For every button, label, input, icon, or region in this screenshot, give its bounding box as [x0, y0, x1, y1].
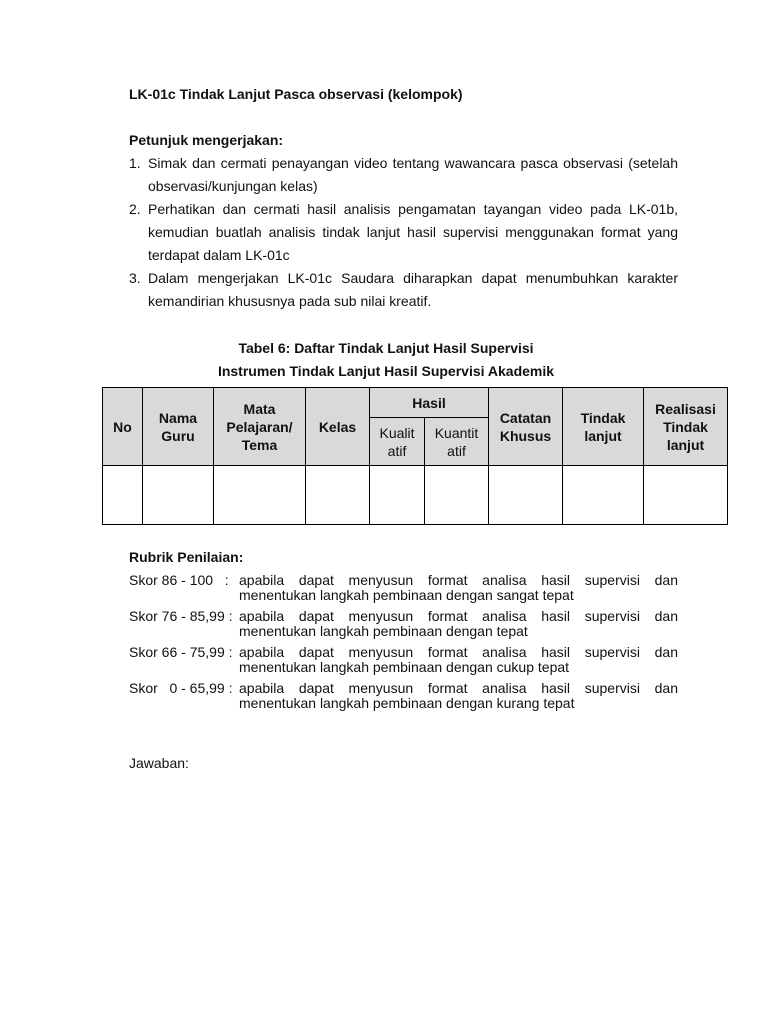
table-cell[interactable] [214, 466, 306, 525]
rubrik-row [129, 681, 678, 711]
rubrik-score-label: Skor 66 - 75,99 : [129, 644, 233, 660]
petunjuk-heading: Petunjuk mengerjakan: [129, 132, 284, 148]
instruction-line: Dalam mengerjakan LK-01c Saudara diharapkan dapat menumbuhkan karakter [148, 270, 678, 286]
rubrik-description: menentukan langkah pembinaan dengan cukup tepat [239, 659, 570, 675]
header-hasil: Hasil [370, 388, 489, 418]
table-cell[interactable] [370, 466, 425, 525]
header-mata-pelajaran: Mata Pelajaran/ Tema [214, 388, 306, 466]
follow-up-table [102, 387, 728, 525]
rubrik-heading: Rubrik Penilaian: [129, 549, 244, 565]
table-cell[interactable] [563, 466, 644, 525]
table-caption-1: Tabel 6: Daftar Tindak Lanjut Hasil Supervisi [238, 340, 534, 356]
table-caption-2: Instrumen Tindak Lanjut Hasil Supervisi Akademik [217, 363, 555, 379]
instruction-number: 2. [129, 201, 141, 217]
rubrik-description: apabila dapat menyusun format analisa hasil supervisi dan [239, 644, 678, 660]
rubrik-description: apabila dapat menyusun format analisa hasil supervisi dan [239, 608, 678, 624]
header-nama-guru: Nama Guru [143, 388, 214, 466]
table-cell[interactable] [103, 466, 143, 525]
header-catatan-khusus: Catatan Khusus [489, 388, 563, 466]
table-cell[interactable] [489, 466, 563, 525]
table-cell[interactable] [143, 466, 214, 525]
instruction-list [129, 152, 678, 313]
rubrik-description: menentukan langkah pembinaan dengan sangat tepat [239, 587, 574, 603]
header-kuantitatif: Kuantit atif [425, 418, 489, 466]
rubrik-description: apabila dapat menyusun format analisa hasil supervisi dan [239, 680, 678, 696]
instruction-item [129, 152, 678, 198]
instruction-line: kemandirian khususnya pada sub nilai kreatif. [148, 293, 432, 309]
rubrik-row [129, 645, 678, 675]
instruction-line: terdapat dalam LK-01c [148, 247, 290, 263]
instruction-item [129, 267, 678, 313]
rubrik-score-label: Skor 86 - 100 : [129, 572, 229, 588]
instruction-line: Simak dan cermati penayangan video tentang wawancara pasca observasi (setelah [148, 155, 678, 171]
header-tindak-lanjut: Tindak lanjut [563, 388, 644, 466]
instruction-line: kemudian buatlah analisis tindak lanjut hasil supervisi menggunakan format yang [148, 224, 678, 240]
rubrik-description: menentukan langkah pembinaan dengan tepat [239, 623, 528, 639]
rubrik-score-label: Skor 0 - 65,99 : [129, 680, 233, 696]
rubrik-row [129, 573, 678, 603]
rubrik-score-label: Skor 76 - 85,99 : [129, 608, 233, 624]
instruction-line: observasi/kunjungan kelas) [148, 178, 318, 194]
rubrik-row [129, 609, 678, 639]
header-kelas: Kelas [306, 388, 370, 466]
header-no: No [103, 388, 143, 466]
table-cell[interactable] [644, 466, 728, 525]
table-row [103, 466, 728, 525]
instruction-item [129, 198, 678, 267]
instruction-line: Perhatikan dan cermati hasil analisis pengamatan tayangan video pada LK-01b, [148, 201, 678, 217]
instruction-number: 3. [129, 270, 141, 286]
header-realisasi: Realisasi Tindak lanjut [644, 388, 728, 466]
header-kualitatif: Kualit atif [370, 418, 425, 466]
document-title: LK-01c Tindak Lanjut Pasca observasi (kelompok) [129, 86, 463, 102]
rubrik-description: menentukan langkah pembinaan dengan kurang tepat [239, 695, 575, 711]
table-cell[interactable] [306, 466, 370, 525]
table-cell[interactable] [425, 466, 489, 525]
rubrik-description: apabila dapat menyusun format analisa hasil supervisi dan [239, 572, 678, 588]
jawaban-label: Jawaban: [129, 755, 189, 771]
instruction-number: 1. [129, 155, 141, 171]
rubrik-list [129, 573, 678, 717]
